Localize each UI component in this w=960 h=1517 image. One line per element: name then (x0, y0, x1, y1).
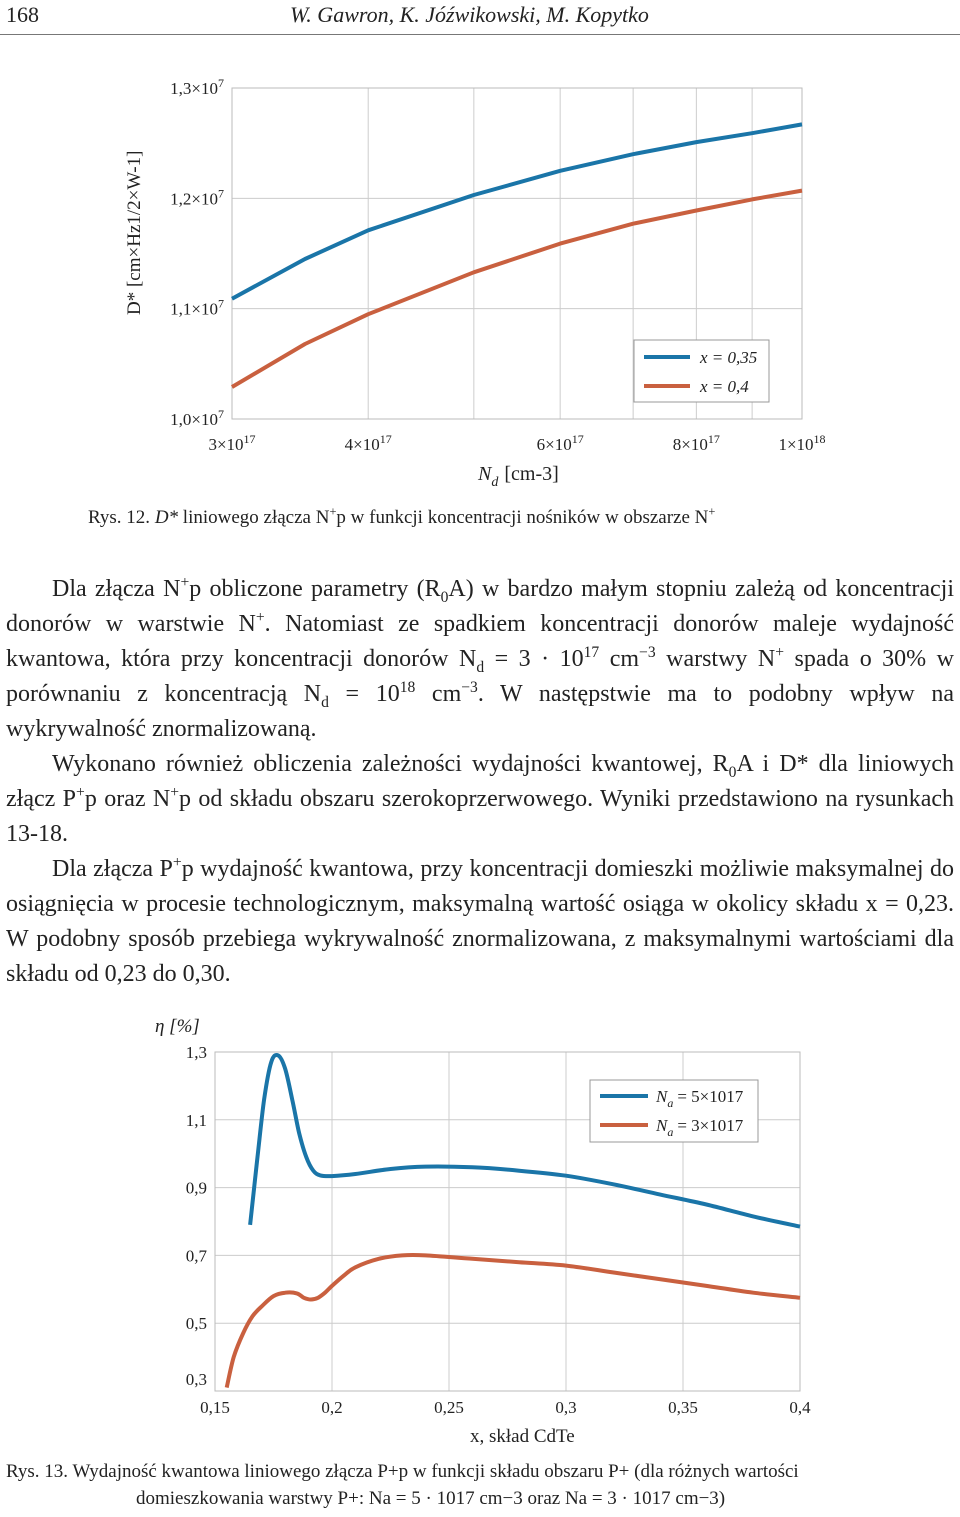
figure-12-x-label (477, 463, 559, 490)
figure-13-y-tick-label: 1,1 (185, 1110, 207, 1130)
figure-13-x-tick-label: 0,15 (200, 1398, 230, 1417)
figure-13-caption-line-1: Rys. 13. Wydajność kwantowa liniowego złącza P+p w funkcji składu obszaru P+ (dla różnych wartości (6, 1461, 799, 1482)
figure-13-x-tick-label: 0,25 (434, 1398, 464, 1417)
paragraph-2: Wykonano również obliczenia zależności wydajności kwantowej, $R_0A$ i D* dla liniowych złącz P+p oraz N+p od składu obszaru szerokoprzerwowego. Wyniki przedstawiono na rysunkach 13-18. (6, 751, 954, 847)
figure-12-x-label-sub: d (491, 475, 499, 490)
figure-12-legend-label-1: x = 0,35 (700, 348, 758, 367)
figure-13-legend-label-1: $N_a = 5\times 1017$ (656, 1087, 744, 1110)
figure-13-y-tick-label: 0,7 (185, 1246, 207, 1266)
figure-12-x-tick-label: $1\times 10^{18}$ (778, 432, 826, 454)
figure-13-y-tick-label: 1,3 (185, 1043, 207, 1062)
paragraph-1: Dla złącza N+p obliczone parametry $(R_0A)$ w bardzo małym stopniu zależą od koncentracji donorów w warstwie N+. Natomiast ze spadkiem koncentracji donorów maleje wydajność kwantowa, która przy koncentracji donorów $N_d = 3 \cdot 10^{17}$ $cm^{-3}$ warstwy N+ spada o 30% w porównaniu z koncentracją $N_d = 10^{18}$ $cm^{-3}$. W następstwie ma to podobny wpływ na wykrywalność znormalizowaną. (6, 574, 955, 742)
figure-13-caption (6, 1458, 960, 1512)
figure-12-series-line-1 (232, 124, 802, 298)
figure-13-x-tick-label: 0,4 (789, 1398, 811, 1417)
figure-12-y-ticks (170, 76, 224, 429)
figure-12-x-label-var: N (478, 463, 492, 485)
figure-12-y-tick-label: $1,2\times 10^7$ (170, 186, 224, 209)
figure-12-x-tick-label: $4\times 10^{17}$ (344, 432, 392, 454)
figure-12-x-label-unit: [cm-3] (504, 463, 559, 485)
figure-12-x-tick-label: $8\times 10^{17}$ (672, 432, 720, 454)
figure-12-y-tick-label: $1,1\times 10^7$ (170, 296, 224, 319)
figure-13-y-tick-label: 0,9 (185, 1178, 207, 1198)
figure-12-legend-label-2: x = 0,4 (700, 377, 749, 396)
figure-12-y-tick-label: $1,0\times 10^7$ (170, 407, 224, 429)
figure-13-y-tick-label: 0,3 (185, 1370, 207, 1389)
page-number: 168 (6, 2, 39, 27)
figure-13-chart (0, 1005, 960, 1455)
body-text (6, 572, 954, 992)
figure-13-legend-label-2: $N_a = 3\times 1017$ (656, 1116, 744, 1139)
figure-12-y-tick-label: $1,3\times 10^7$ (170, 76, 224, 98)
running-head: W. Gawron, K. Jóźwikowski, M. Kopytko (290, 2, 649, 27)
figure-13-y-tick-label: 0,5 (185, 1314, 207, 1334)
header-rule (0, 34, 960, 35)
paragraph-3: Dla złącza P+p wydajność kwantowa, przy koncentracji domieszki możliwie maksymalnej do osiągnięcia w procesie technologicznym, maksymalną wartość osiąga w okolicy składu x = 0,23. W podobny sposób przebiega wykrywalność znormalizowana, z maksymalnymi wartościami dla składu od 0,23 do 0,30. (6, 854, 954, 987)
figure-13-x-ticks (200, 1398, 811, 1417)
figure-13-x-tick-label: 0,2 (321, 1398, 343, 1417)
figure-13-x-tick-label: 0,35 (668, 1398, 698, 1417)
figure-13-y-label: η [%] (155, 1016, 200, 1037)
figure-12-x-ticks (208, 432, 825, 454)
figure-13-x-label: x, skład CdTe (470, 1426, 575, 1447)
figure-12-x-tick-label: $6\times 10^{17}$ (536, 432, 584, 454)
figure-12-caption: Rys. 12. D* liniowego złącza N+p w funkcji koncentracji nośników w obszarze N+ (88, 504, 716, 528)
figure-12-chart (0, 60, 960, 500)
figure-13-x-tick-label: 0,3 (555, 1398, 577, 1417)
figure-13-y-ticks (186, 1043, 208, 1389)
figure-12-y-label: D* [cm×Hz1/2×W-1] (124, 150, 145, 315)
figure-13-caption-line-2: domieszkowania warstwy P+: Na = 5 · 1017 cm−3 oraz Na = 3 · 1017 cm−3) (136, 1488, 726, 1509)
figure-12-x-tick-label: $3\times 10^{17}$ (208, 432, 256, 454)
figure-13-series-line-2 (227, 1255, 800, 1388)
